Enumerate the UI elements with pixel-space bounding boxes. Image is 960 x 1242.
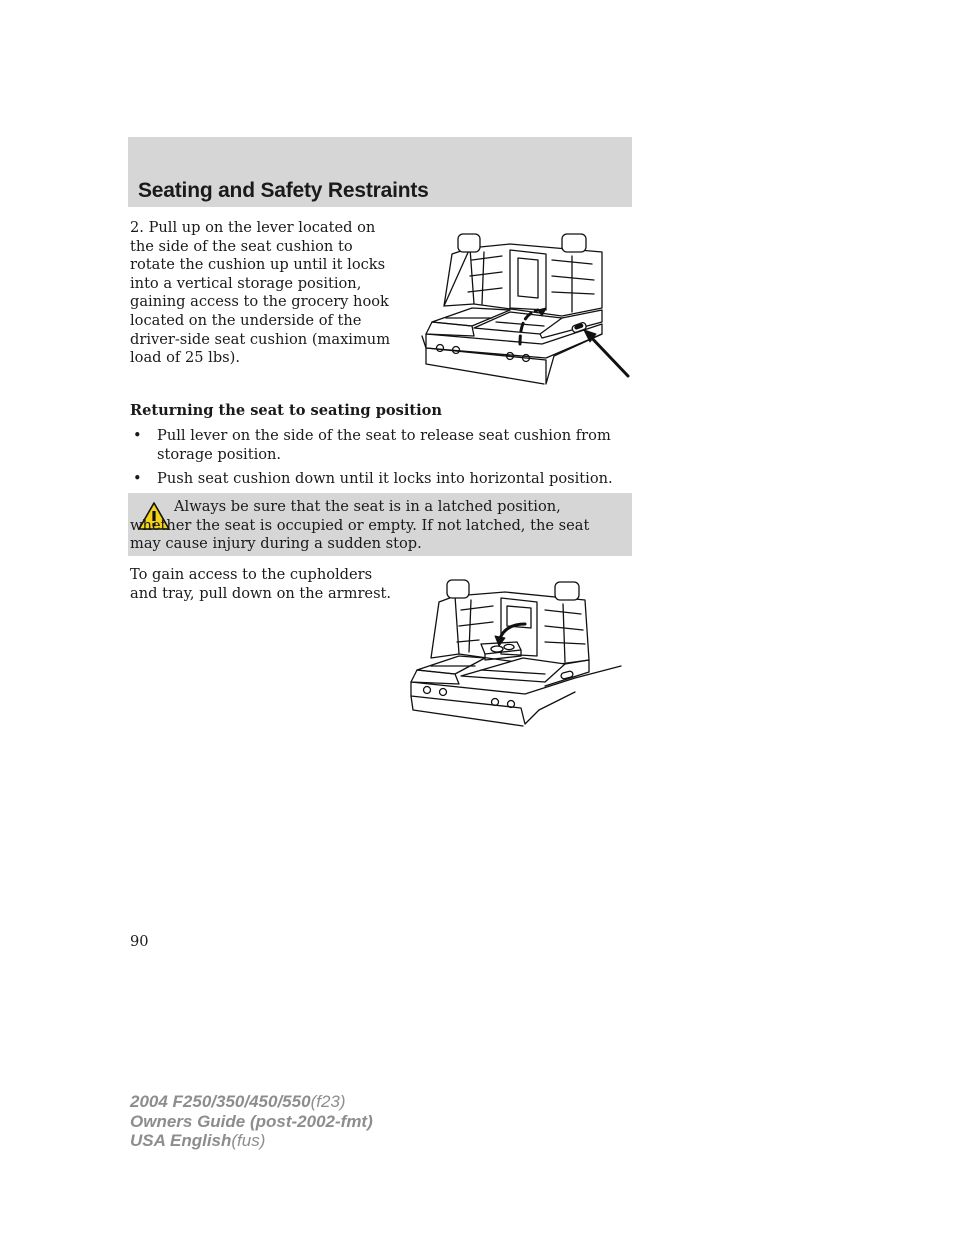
footer-model-code: (f23) — [310, 1092, 346, 1111]
returning-steps-list — [130, 427, 630, 495]
footer-line-language — [130, 1131, 373, 1151]
list-item-text: Push seat cushion down until it locks into horizontal position. — [157, 470, 613, 488]
footer-line-model — [130, 1092, 373, 1112]
warning-text: Always be sure that the seat is in a latched position, whether the seat is occupied or empty. If not latched, the seat may cause injury during a sudden stop. — [130, 498, 590, 553]
warning-box — [128, 493, 632, 556]
cupholder-paragraph: To gain access to the cupholders and tray, pull down on the armrest. — [130, 566, 392, 602]
document-footer — [130, 1092, 373, 1151]
list-item — [130, 427, 630, 464]
bullet-symbol: • — [133, 470, 142, 488]
footer-guide: Owners Guide (post-2002-fmt) — [130, 1111, 373, 1131]
armrest-cupholder-illustration — [405, 574, 627, 734]
section-title: Seating and Safety Restraints — [138, 179, 429, 202]
footer-language-code: (fus) — [231, 1131, 266, 1150]
section-header-band — [128, 137, 632, 207]
page-number: 90 — [130, 933, 149, 950]
bullet-symbol: • — [133, 427, 142, 444]
seat-cushion-lever-illustration — [412, 226, 638, 386]
intro-paragraph: 2. Pull up on the lever located on the side of the seat cushion to rotate the cushion up until it locks into a vertical storage position, gaining access to the grocery hook located on the underside of the driver-side seat cushion (maximum load of 25 lbs). — [130, 219, 391, 367]
returning-seat-heading: Returning the seat to seating position — [130, 402, 443, 419]
list-item — [130, 470, 630, 489]
footer-model: 2004 F250/350/450/550 — [130, 1092, 311, 1111]
footer-line-guide — [130, 1112, 373, 1132]
list-item-text: Pull lever on the side of the seat to release seat cushion from storage position. — [157, 427, 611, 463]
footer-language: USA English — [130, 1131, 232, 1150]
